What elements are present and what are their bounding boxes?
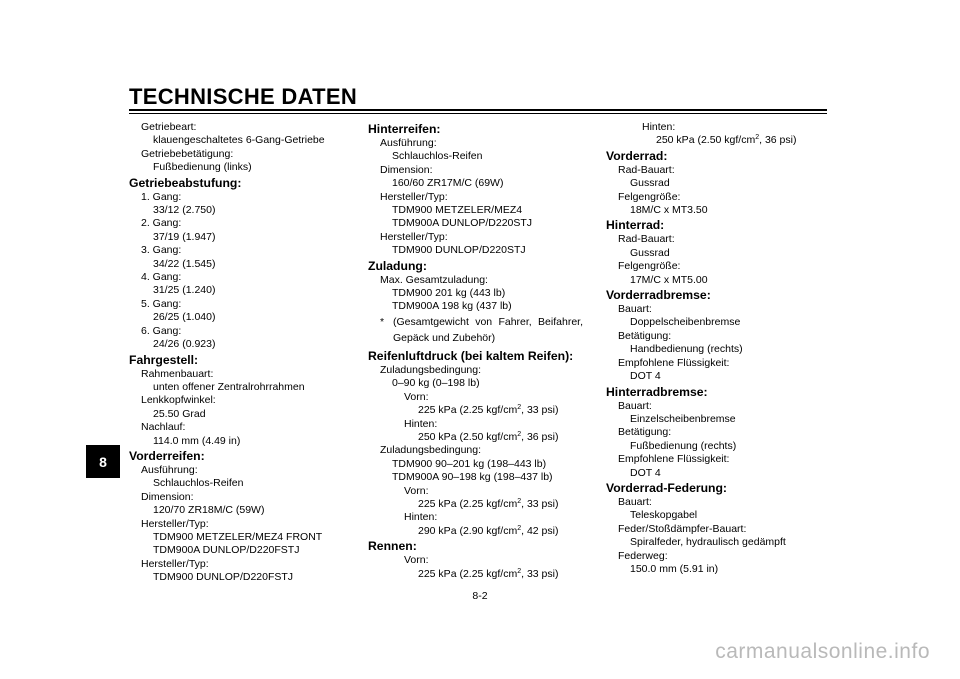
spec-label: 5. Gang: [141, 297, 182, 310]
spec-label: Zuladungsbedingung: [380, 363, 482, 376]
spec-value: 24/26 (0.923) [153, 338, 216, 351]
spec-value: 34/22 (1.545) [153, 257, 216, 270]
spec-label: Betätigung: [618, 426, 672, 439]
footnote [368, 314, 583, 346]
spec-label: Rad-Bauart: [618, 163, 675, 176]
spec-label: Rahmenbauart: [141, 367, 214, 380]
spec-value: TDM900 90–201 kg (198–443 lb) [392, 457, 547, 470]
spec-value: Spiralfeder, hydraulisch gedämpft [630, 536, 786, 549]
spec-label: 2. Gang: [141, 217, 182, 230]
spec-label: Ausführung: [380, 137, 437, 149]
spec-value: Gussrad [630, 246, 670, 259]
spec-value: Teleskopgabel [630, 509, 698, 522]
spec-value: Gussrad [630, 177, 670, 190]
spec-label: Hersteller/Typ: [141, 557, 209, 570]
spec-value: Schlauchlos-Reifen [392, 150, 483, 163]
spec-value: 250 kPa (2.50 kgf/$cm^2$, 36 psi) [656, 134, 797, 147]
spec-value: Doppelscheibenbremse [630, 316, 741, 329]
spec-label: Bauart: [618, 495, 652, 508]
spec-value: TDM900 METZELER/MEZ4 [392, 204, 523, 217]
spec-value: 225 kPa (2.25 kgf/$cm^2$, 33 psi) [418, 567, 559, 580]
spec-label: Hinten: [404, 511, 438, 524]
spec-value: TDM900A 198 kg (437 lb) [392, 300, 512, 313]
spec-value: TDM900 201 kg (443 lb) [392, 287, 506, 300]
spec-label: Hersteller/Typ: [141, 517, 209, 530]
chapter-tab: 8 [86, 445, 120, 478]
spec-label: Vorn: [404, 390, 429, 403]
spec-label: 3. Gang: [141, 244, 182, 257]
spec-label: Bauart: [618, 399, 652, 412]
watermark: carmanualsonline.info [715, 640, 930, 663]
spec-value: 225 kPa (2.25 kgf/$cm^2$, 33 psi) [418, 497, 559, 510]
section-heading: Reifenluftdruck (bei kaltem Reifen): [368, 348, 574, 363]
spec-label: Ausführung: [141, 463, 198, 476]
spec-value: DOT 4 [630, 466, 661, 479]
section-heading: Getriebeabstufung: [129, 175, 242, 190]
footnote-text: (Gesamtgewicht von Fahrer, Beifahrer, Gepäck und Zubehör) [393, 315, 583, 344]
spec-label: Feder/Stoßdämpfer-Bauart: [618, 522, 747, 535]
spec-value: 17M/C x MT5.00 [630, 273, 708, 286]
spec-value: TDM900 DUNLOP/D220FSTJ [153, 571, 294, 584]
section-heading: Hinterrad: [606, 218, 665, 233]
section-heading: Vorderradbremse: [606, 288, 711, 303]
spec-label: Dimension: [380, 163, 433, 176]
spec-value: Fußbedienung (links) [153, 161, 252, 174]
spec-label: Vorn: [404, 554, 429, 567]
spec-label: Vorn: [404, 484, 429, 497]
title-rule-thick [129, 109, 827, 111]
spec-label: Max. Gesamtzuladung: [380, 273, 488, 286]
page-number: 8-2 [472, 590, 488, 602]
spec-label: Federweg: [618, 549, 668, 562]
section-heading: Rennen: [368, 539, 417, 554]
spec-label: Dimension: [141, 490, 194, 503]
column-3 [606, 121, 821, 576]
spec-value: TDM900A 90–198 kg (198–437 lb) [392, 471, 553, 484]
spec-value: 290 kPa (2.90 kgf/$cm^2$, 42 psi) [418, 524, 559, 537]
spec-label: Nachlauf: [141, 421, 186, 434]
spec-label: 1. Gang: [141, 190, 182, 203]
spec-label: Zuladungsbedingung: [380, 444, 482, 457]
spec-value: TDM900A DUNLOP/D220STJ [392, 217, 533, 230]
spec-label: 4. Gang: [141, 271, 182, 284]
spec-label: Empfohlene Flüssigkeit: [618, 356, 730, 369]
column-1 [129, 121, 344, 585]
spec-value: DOT 4 [630, 370, 661, 383]
spec-label: Getriebeart: [141, 121, 197, 133]
spec-label: Felgengröße: [618, 260, 681, 273]
spec-value: 18M/C x MT3.50 [630, 204, 708, 217]
section-heading: Hinterradbremse: [606, 384, 708, 399]
spec-value: 225 kPa (2.25 kgf/$cm^2$, 33 psi) [418, 404, 559, 417]
spec-value: TDM900A DUNLOP/D220FSTJ [153, 544, 300, 557]
spec-value: TDM900 METZELER/MEZ4 FRONT [153, 530, 323, 543]
spec-label: Hersteller/Typ: [380, 190, 448, 203]
spec-label: Bauart: [618, 303, 652, 316]
spec-value: 0–90 kg (0–198 lb) [392, 377, 480, 390]
spec-value: Schlauchlos-Reifen [153, 477, 244, 490]
spec-label: Hinten: [642, 121, 676, 133]
section-heading: Fahrgestell: [129, 352, 199, 367]
spec-label: Rad-Bauart: [618, 233, 675, 246]
spec-value: 37/19 (1.947) [153, 230, 216, 243]
spec-value: Fußbedienung (rechts) [630, 439, 737, 452]
spec-value: TDM900 DUNLOP/D220STJ [392, 244, 526, 257]
spec-value: 25.50 Grad [153, 407, 206, 420]
spec-value: Einzelscheibenbremse [630, 412, 736, 425]
spec-value: 31/25 (1.240) [153, 284, 216, 297]
spec-label: Empfohlene Flüssigkeit: [618, 453, 730, 466]
spec-label: Hinten: [404, 417, 438, 430]
footnote-marker: * [380, 315, 385, 328]
section-heading: Vorderrad: [606, 148, 668, 163]
spec-value: 114.0 mm (4.49 in) [153, 434, 241, 447]
spec-label: 6. Gang: [141, 324, 182, 337]
spec-value: 120/70 ZR18M/C (59W) [153, 504, 265, 517]
spec-value: 160/60 ZR17M/C (69W) [392, 177, 504, 190]
spec-value: 150.0 mm (5.91 in) [630, 562, 719, 575]
section-heading: Vorderreifen: [129, 448, 205, 463]
spec-label: Hersteller/Typ: [380, 230, 448, 243]
section-heading: Zuladung: [368, 258, 427, 273]
spec-value: unten offener Zentralrohrrahmen [153, 380, 305, 393]
spec-value: klauengeschaltetes 6-Gang-Getriebe [153, 134, 325, 147]
section-heading: Hinterreifen: [368, 122, 441, 136]
spec-value: 26/25 (1.040) [153, 311, 216, 324]
column-2 [368, 121, 583, 581]
spec-label: Felgengröße: [618, 190, 681, 203]
spec-label: Getriebebetätigung: [141, 147, 234, 160]
spec-value: 250 kPa (2.50 kgf/$cm^2$, 36 psi) [418, 430, 559, 443]
page-title: TECHNISCHE DATEN [129, 84, 358, 109]
spec-label: Betätigung: [618, 329, 672, 342]
spec-value: 33/12 (2.750) [153, 204, 216, 217]
spec-value: Handbedienung (rechts) [630, 343, 743, 356]
title-rule-thin [129, 113, 827, 114]
spec-label: Lenkkopfwinkel: [141, 394, 216, 407]
section-heading: Vorderrad-Federung: [606, 480, 727, 495]
